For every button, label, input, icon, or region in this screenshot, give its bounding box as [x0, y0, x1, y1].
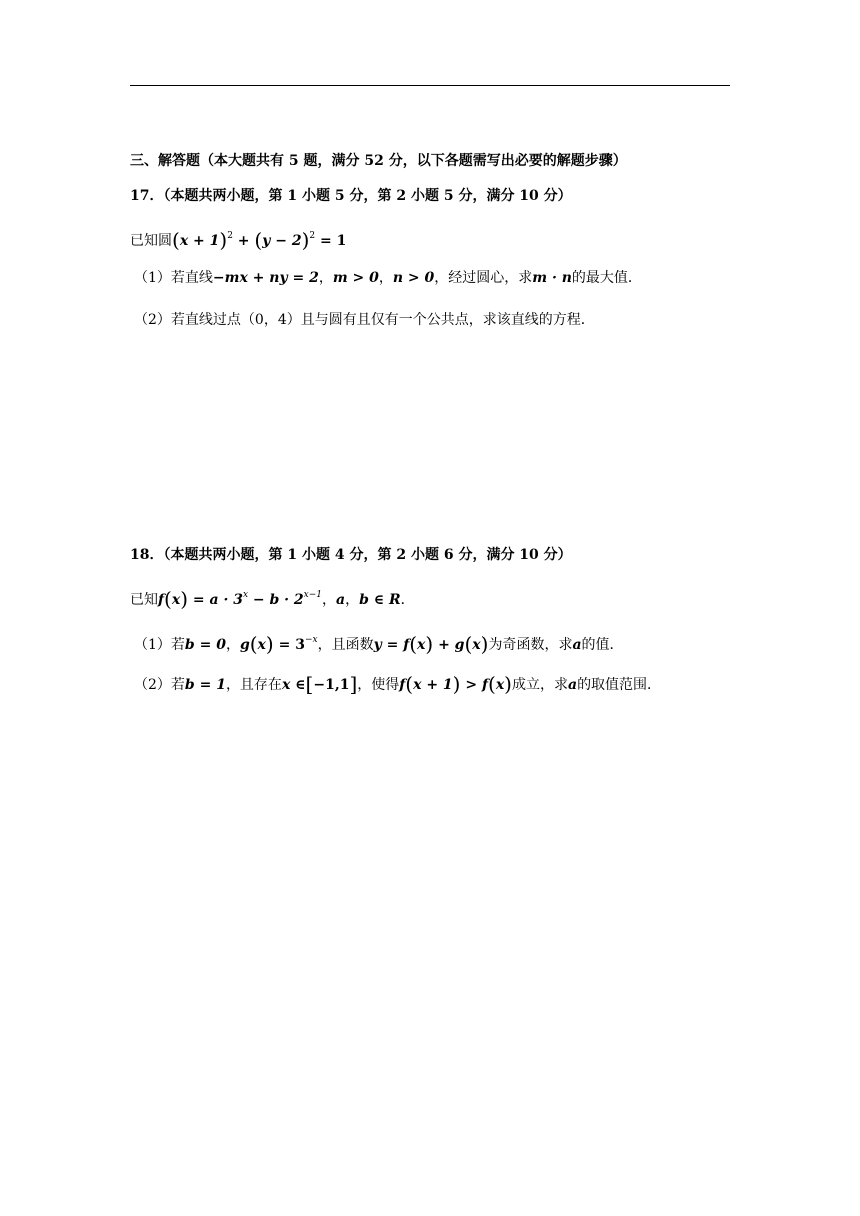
- q17-part2-label: （2）: [134, 312, 171, 328]
- q17-part1: （1）若直线−mx + ny = 2，m > 0，n > 0，经过圆心，求m · n的最大值．: [134, 270, 642, 286]
- q18-part2-label: （2）: [134, 677, 171, 693]
- q17-stem: [130, 226, 346, 251]
- section-title: [130, 151, 627, 171]
- q17-line-equation: −mx + ny = 2: [212, 270, 319, 286]
- q18-header-text: 18．（本题共两小题，第 1 小题 4 分，第 2 小题 6 分，满分 10 分）: [130, 547, 572, 563]
- q18-sum-function: y = f(x) + g(x): [373, 632, 489, 656]
- q18-stem: 已知$f(x) = a \cdot 3^x - b \cdot 2^{x-1}$，a，b ∈ R．: [130, 587, 415, 611]
- q18-function-definition: $f(x) = a \cdot 3^x - b \cdot 2^{x-1}$: [158, 587, 322, 611]
- q18-part2: （2）若b = 1，且存在x ∈[−1,1]，使得f(x + 1) > f(x)成立，求a的取值范围．: [134, 672, 662, 696]
- q17-stem-prefix: 已知圆: [130, 233, 172, 249]
- q17-header-text: 17．（本题共两小题，第 1 小题 5 分，第 2 小题 5 分，满分 10 分）: [130, 188, 572, 204]
- q18-header: [130, 545, 572, 565]
- q18-interval: x ∈[−1,1]: [281, 672, 358, 696]
- q18-inequality: f(x + 1) > f(x): [399, 672, 512, 696]
- q18-part1-label: （1）: [134, 637, 171, 653]
- q17-part2: （2）若直线过点（0，4）且与圆有且仅有一个公共点，求该直线的方程．: [134, 312, 595, 328]
- header-rule: [130, 85, 730, 86]
- q18-part1: （1）若b = 0，$g(x) = 3^{-x}$，且函数y = f(x) + g(x)为奇函数，求a的值．: [134, 632, 624, 656]
- q17-part1-label: （1）: [134, 270, 171, 286]
- q17-header: [130, 186, 572, 206]
- q17-circle-equation: $(x + 1)^2 + (y - 2)^2 = 1$: [172, 228, 347, 252]
- section-title-text: 三、解答题（本大题共有 5 题，满分 52 分，以下各题需写出必要的解题步骤）: [130, 153, 627, 169]
- q18-g-definition: $g(x) = 3^{-x}$: [239, 632, 318, 656]
